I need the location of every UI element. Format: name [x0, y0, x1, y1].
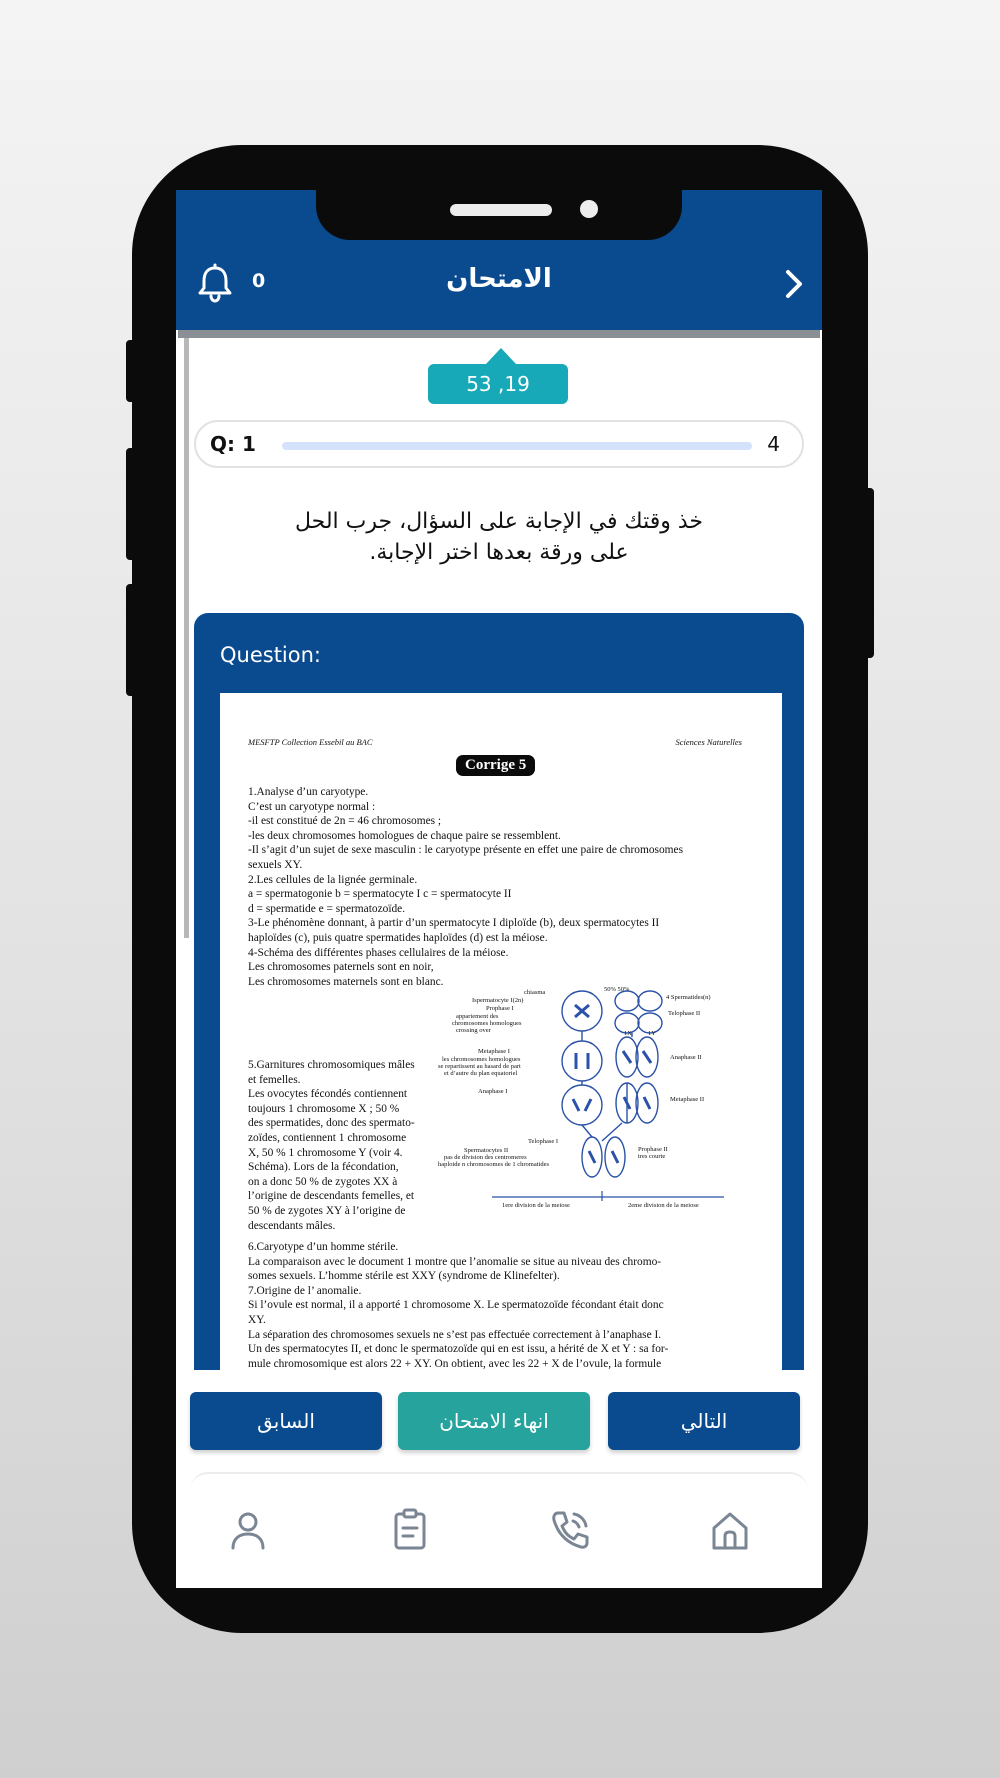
diagram-label: se repartissent au hasard de part	[438, 1063, 521, 1070]
doc-text-line: -Il s’agit d’un sujet de sexe masculin : le caryotype présente en effet une paire de chromosomes	[248, 844, 684, 857]
doc-text-line: 2.Les cellules de la lignée germinale.	[248, 873, 418, 886]
doc-text-line: l’origine de descendants femelles, et	[248, 1190, 415, 1203]
doc-text-line: sexuels XY.	[248, 858, 303, 871]
progress-track	[282, 442, 752, 450]
doc-text-line: -il est constitué de 2n = 46 chromosomes ;	[248, 815, 442, 828]
countdown-timer: 53 ,19	[428, 364, 568, 404]
header-divider	[178, 330, 820, 338]
diagram-label: appariement des	[456, 1013, 499, 1020]
scroll-rail	[184, 338, 189, 938]
doc-text-line: mule chromosomique est alors 22 + XY. On obtient, avec les 22 + X de l’ovule, la formule	[248, 1357, 662, 1370]
doc-text-line: d = spermatide e = spermatozoïde.	[248, 902, 406, 915]
timer-pointer	[486, 348, 516, 364]
doc-title: Corrige 5	[456, 755, 535, 776]
diagram-label: les chromosomes homologues	[442, 1056, 521, 1063]
diagram-label: Anaphase I	[478, 1088, 508, 1095]
instruction-line-2: على ورقة بعدها اختر الإجابة.	[369, 540, 629, 565]
diagram-label: 4 Spermatides(n)	[666, 994, 711, 1001]
diagram-label: Metaphase I	[478, 1048, 510, 1055]
doc-text-line: a = spermatogonie b = spermatocyte I c = spermatocyte II	[248, 888, 512, 901]
doc-text-line: Schéma). Lors de la fécondation,	[248, 1161, 399, 1174]
chevron-right-icon[interactable]	[776, 266, 812, 302]
diagram-label: chromosomes homologues	[452, 1020, 522, 1027]
doc-text-line: haploïdes (c), puis quatre spermatides haploïdes (d) est la méiose.	[248, 931, 548, 944]
instruction-text	[236, 506, 762, 568]
phone-icon[interactable]	[546, 1506, 594, 1554]
doc-text-line: 50 % de zygotes XY à l’origine de	[248, 1204, 406, 1217]
doc-text-line: Les chromosomes maternels sont en blanc.	[248, 975, 444, 988]
doc-header-left: MESFTP Collection Essebil au BAC	[248, 737, 373, 747]
doc-text-line: somes sexuels. L’homme stérile est XXY (syndrome de Klinefelter).	[248, 1270, 560, 1283]
diagram-label: Telophase II	[668, 1010, 701, 1017]
doc-text-block-3	[248, 1240, 748, 1371]
question-progress	[194, 420, 804, 468]
profile-icon[interactable]	[224, 1506, 272, 1554]
doc-text-line: 7.Origine de l’ anomalie.	[248, 1284, 362, 1297]
home-icon[interactable]	[706, 1506, 754, 1554]
doc-text-line: des spermatides, donc des spermato-	[248, 1117, 415, 1130]
doc-text-line: 6.Caryotype d’un homme stérile.	[248, 1241, 399, 1253]
doc-text-line: toujours 1 chromosome X ; 50 %	[248, 1102, 400, 1115]
question-label: Question:	[220, 643, 322, 667]
diagram-label: Metaphase II	[670, 1096, 705, 1103]
diagram-label: 1Y	[648, 1030, 656, 1037]
next-button[interactable]: التالي	[608, 1392, 800, 1450]
doc-text-line: La comparaison avec le document 1 montre que l’anomalie se situe au niveau des chromo-	[248, 1255, 662, 1268]
doc-text-line: -les deux chromosomes homologues de chaque paire se ressemblent.	[248, 829, 561, 842]
front-camera	[580, 200, 598, 218]
speaker-grille	[450, 204, 552, 216]
doc-text-line: descendants mâles.	[248, 1219, 336, 1232]
doc-text-line: 3-Le phénomène donnant, à partir d’un spermatocyte I diploïde (b), deux spermatocytes II	[248, 917, 660, 930]
diagram-label: Ispermatocyte I(2n)	[472, 997, 524, 1004]
doc-text-line: Un des spermatocytes II, et donc le spermatozoïde qui en est issu, a hérité de X et Y : sa for-	[248, 1343, 669, 1356]
doc-text-line: 1.Analyse d’un caryotype.	[248, 786, 369, 798]
diagram-label: chiasma	[524, 989, 546, 996]
instruction-line-1: خذ وقتك في الإجابة على السؤال، جرب الحل	[294, 509, 704, 534]
doc-text-block-2	[248, 1058, 440, 1233]
doc-text-line: C’est un caryotype normal :	[248, 800, 376, 813]
doc-text-line: et femelles.	[248, 1073, 301, 1086]
doc-text-line: XY.	[248, 1313, 266, 1326]
diagram-label: Spermatocytes II	[464, 1147, 509, 1154]
power-button	[864, 488, 874, 658]
doc-text-line: Les ovocytes fécondés contiennent	[248, 1088, 408, 1101]
doc-text-line: X, 50 % 1 chromosome Y (voir 4.	[248, 1146, 403, 1159]
diagram-label: Prophase II	[638, 1146, 668, 1153]
diagram-label: Telophase I	[528, 1138, 559, 1145]
current-question-label: Q: 1	[210, 432, 256, 456]
diagram-label: crossing over	[456, 1027, 491, 1034]
diagram-label: Prophase I	[486, 1005, 514, 1012]
diagram-label: pas de division des centromeres	[444, 1154, 527, 1161]
doc-text-block-1	[248, 785, 748, 989]
diagram-label: 50% 50%	[604, 986, 630, 993]
notification-count: 0	[252, 270, 266, 292]
app-screen	[176, 190, 822, 1588]
doc-text-line: on a donc 50 % de zygotes XX à	[248, 1175, 398, 1188]
clipboard-icon[interactable]	[386, 1506, 434, 1554]
diagram-label: Anaphase II	[670, 1054, 702, 1061]
total-questions: 4	[767, 432, 780, 456]
page-title: الامتحان	[446, 264, 552, 294]
doc-text-line: Si l’ovule est normal, il a apporté 1 chromosome X. Le spermatozoïde fécondant était donc	[248, 1299, 664, 1312]
diagram-label: tres courte	[638, 1153, 666, 1160]
doc-text-line: Les chromosomes paternels sont en noir,	[248, 961, 434, 974]
silent-switch	[126, 340, 136, 402]
end-exam-button[interactable]: انهاء الامتحان	[398, 1392, 590, 1450]
doc-header-right: Sciences Naturelles	[675, 737, 742, 747]
phone-notch	[316, 190, 682, 240]
doc-text-line: 4-Schéma des différentes phases cellulaires de la méiose.	[248, 946, 509, 959]
doc-text-line: La séparation des chromosomes sexuels ne s’est pas effectuée correctement à l’anaphase I.	[248, 1328, 662, 1341]
diagram-label: haploide n chromosomes de 1 chromatides	[438, 1161, 550, 1168]
diagram-label: et d’autre du plan equatoriel	[444, 1070, 518, 1077]
bottom-nav-divider	[190, 1472, 808, 1490]
volume-up-button	[126, 448, 136, 560]
diagram-label: 2eme division de la meiose	[628, 1202, 699, 1209]
previous-button[interactable]: السابق	[190, 1392, 382, 1450]
doc-text-line: 5.Garnitures chromosomiques mâles	[248, 1059, 415, 1071]
diagram-label: 1ere division de la meiose	[502, 1202, 570, 1209]
diagram-label: 1X	[624, 1030, 632, 1037]
question-document-image[interactable]	[220, 693, 782, 1385]
volume-down-button	[126, 584, 136, 696]
doc-text-line: zoïdes, contiennent 1 chromosome	[248, 1131, 407, 1144]
meiosis-diagram	[438, 986, 742, 1219]
